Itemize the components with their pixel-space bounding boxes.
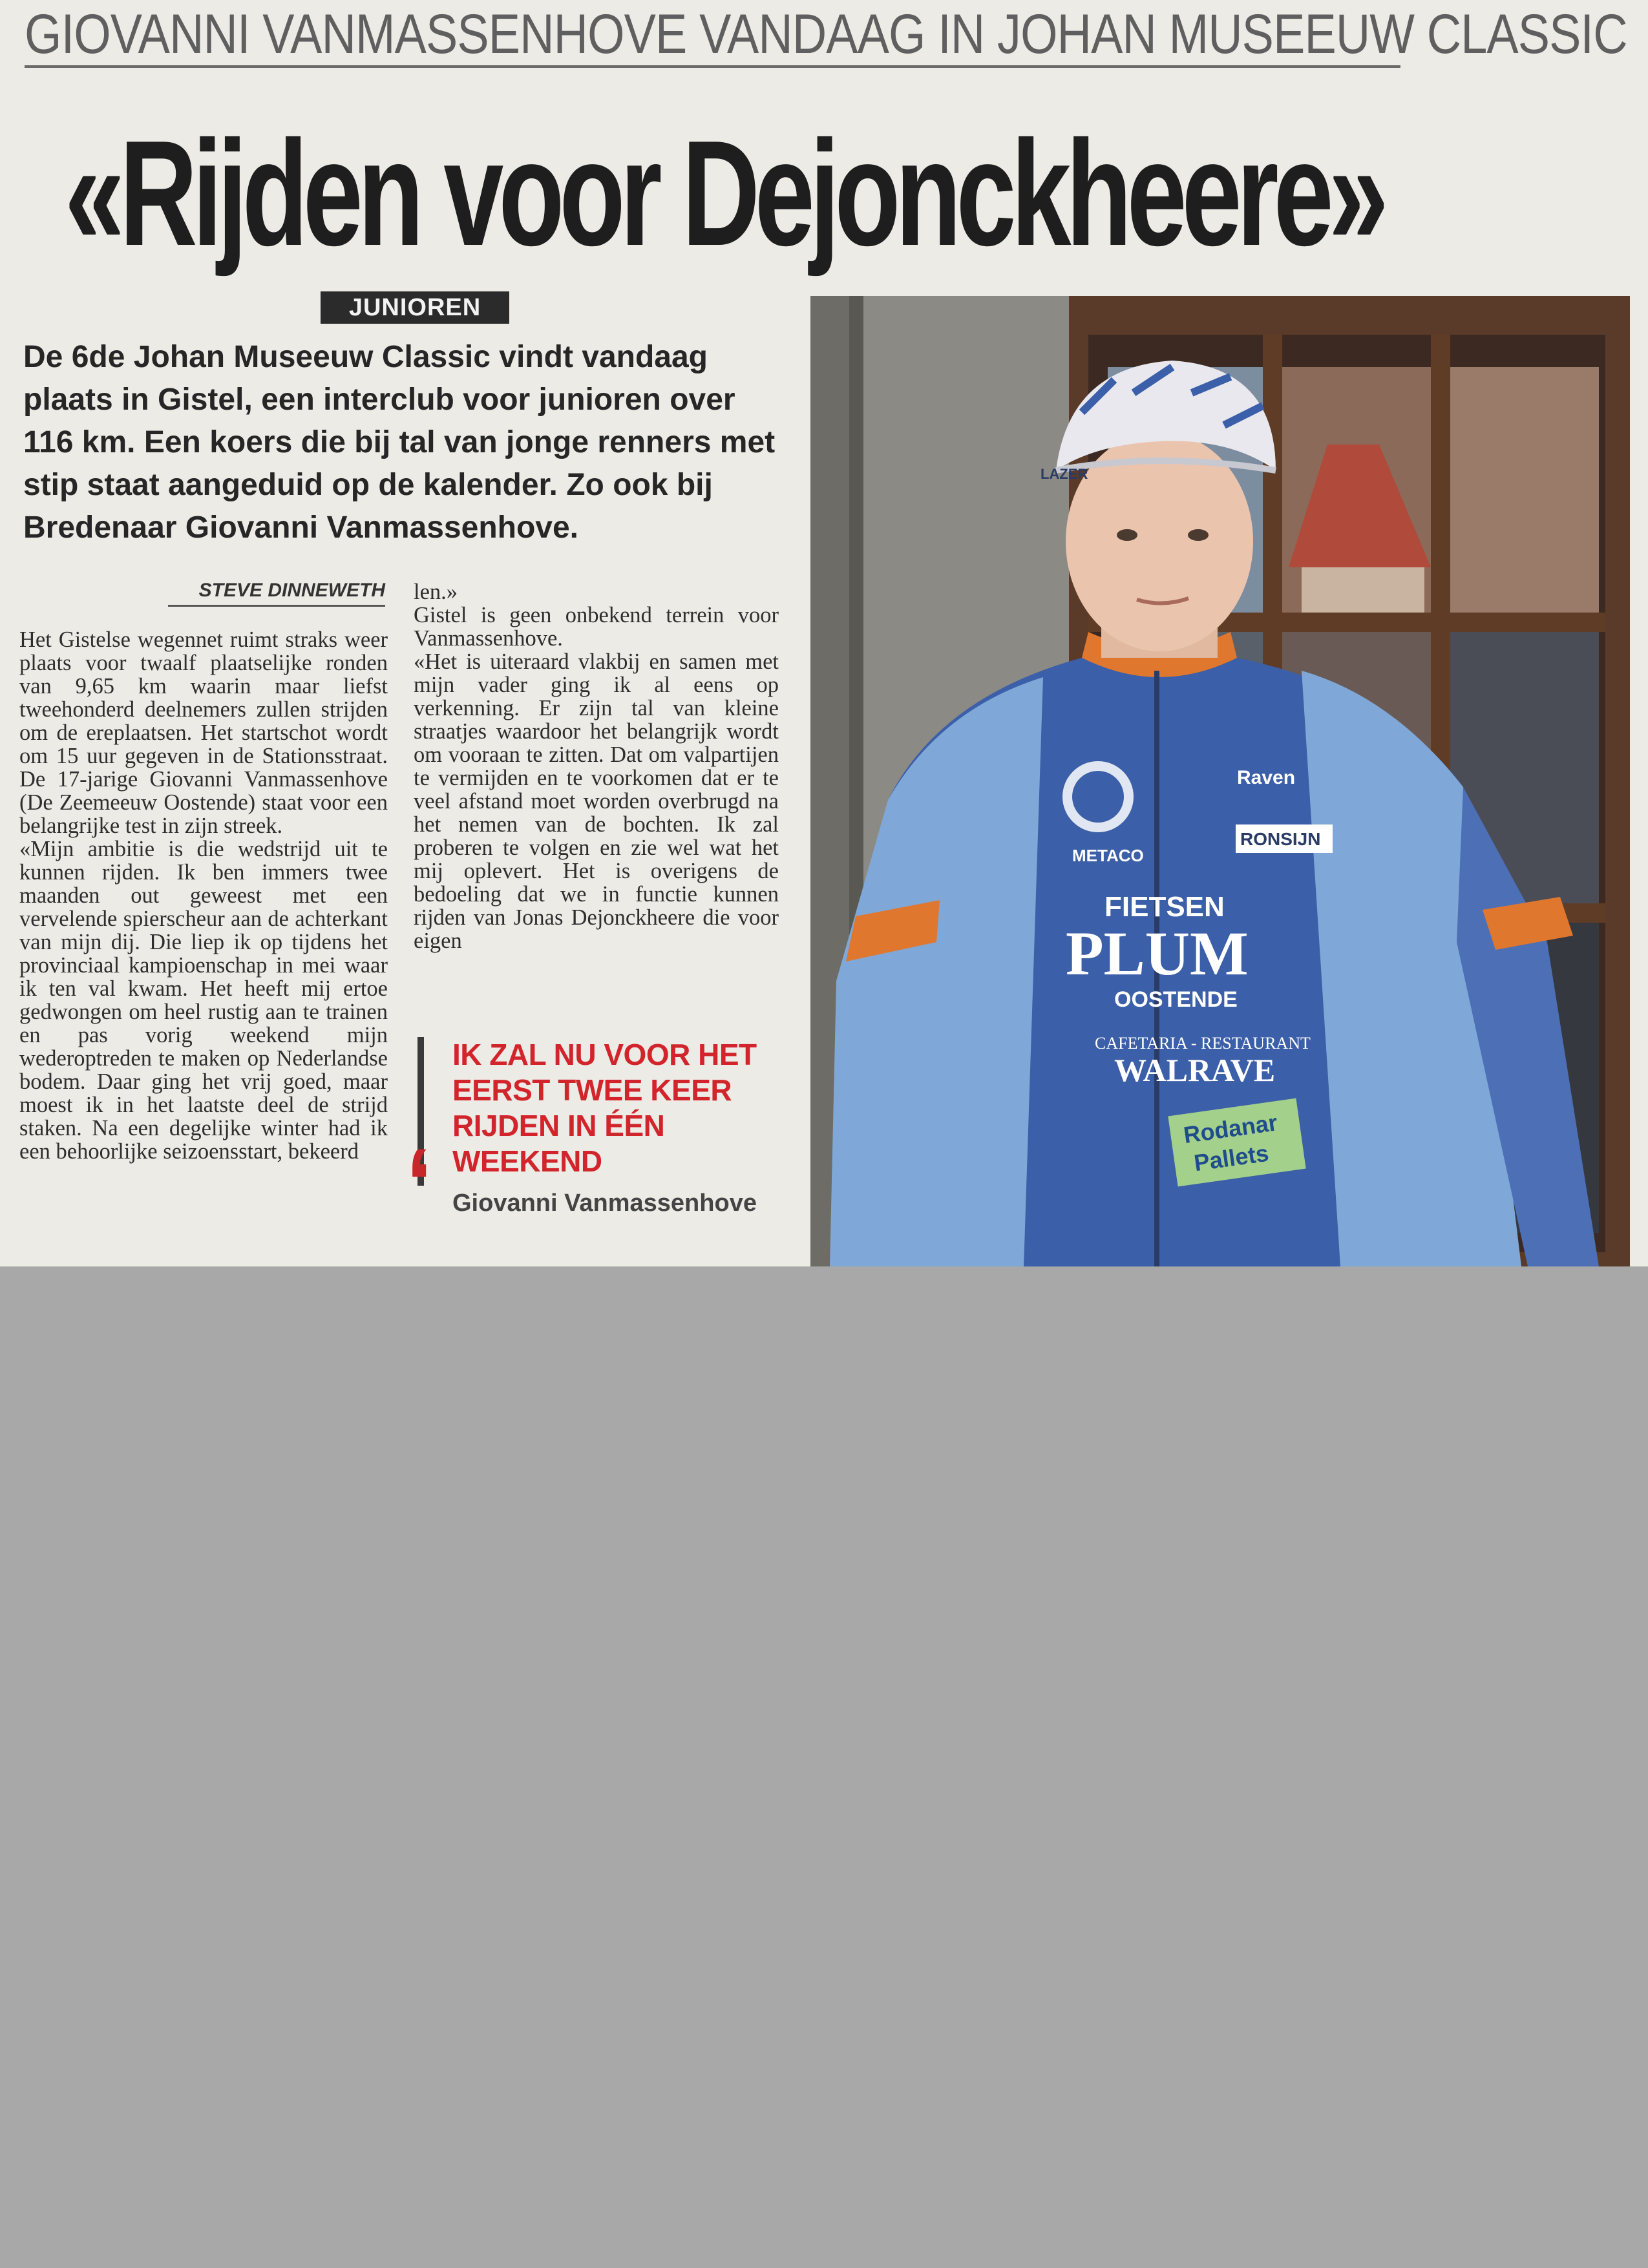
kicker-headline: GIOVANNI VANMASSENHOVE VANDAAG IN JOHAN MUSEEUW CLASSIC bbox=[25, 4, 1400, 68]
jersey-text: RONSIJN bbox=[1240, 829, 1321, 849]
paragraph: Gistel is geen onbekend terrein voor Vanmassenhove. bbox=[414, 603, 779, 651]
article-column-2 bbox=[414, 580, 779, 952]
paragraph: len.» bbox=[414, 580, 458, 604]
author-byline: STEVE DINNEWETH bbox=[168, 576, 385, 607]
helmet-text: LAZER bbox=[1041, 466, 1088, 482]
jersey-text: PLUM bbox=[1066, 919, 1249, 988]
paragraph: «Mijn ambitie is die wedstrijd uit te kunnen rijden. Ik ben immers twee maanden out geweest met een vervelende spierscheur aan de achterkant van mijn dij. Die liep ik op tijdens het provinciaal kampioenschap in mei waar ik ten val kwam. Het heeft mij ertoe gedwongen om heel rustig aan te trainen en pas vorig weekend mijn wederoptreden te maken op Nederlandse bodem. Daar ging het vrij goed, maar moest ik in het laatste deel de strijd staken. Na een degelijke winter had ik een behoorlijke seizoensstart, bekeerd bbox=[19, 837, 388, 1164]
jersey-text: CAFETARIA - RESTAURANT bbox=[1095, 1034, 1311, 1053]
jersey-text: Rodanar bbox=[1181, 1109, 1280, 1149]
jersey-text: Raven bbox=[1237, 767, 1296, 788]
quote-mark-icon: ‘ bbox=[406, 1128, 433, 1237]
cyclist-photo bbox=[810, 296, 1630, 1266]
jersey-text: WALRAVE bbox=[1114, 1052, 1276, 1088]
lead-paragraph: De 6de Johan Museeuw Classic vindt vandaag plaats in Gistel, een interclub voor junioren over 116 km. Een koers die bij tal van jonge renners met stip staat aangeduid op de kalender. Zo ook bij Bredenaar Giovanni Vanmassenhove. bbox=[23, 340, 776, 545]
jersey-text: OOSTENDE bbox=[1114, 987, 1238, 1012]
main-headline: «Rijden voor Dejonckheere» bbox=[65, 110, 1384, 277]
jersey-text: METACO bbox=[1072, 846, 1144, 865]
article-column-1 bbox=[19, 628, 388, 1163]
pull-quote: IK ZAL NU VOOR HET EERST TWEE KEER RIJDEN IN ÉÉN WEEKEND bbox=[452, 1038, 757, 1178]
paragraph: «Het is uiteraard vlakbij en samen met mijn vader ging ik al eens op verkenning. Er zijn tal van kleine straatjes waardoor het belangrijk wordt om vooraan te zitten. Dat om valpartijen te vermijden en te voorkomen dat er te veel afstand moet worden overbrugd na het nemen van de bochten. Ik zal proberen te volgen en zie wel wat het mij oplevert. Het is overigens de bedoeling dat we in functie kunnen rijden van Jonas Dejonckheere die voor eigen bbox=[414, 649, 779, 953]
section-label: JUNIOREN bbox=[321, 291, 509, 324]
pull-quote-author: Giovanni Vanmassenhove bbox=[452, 1190, 757, 1217]
jersey-text: Pallets bbox=[1192, 1139, 1271, 1177]
paragraph: Het Gistelse wegennet ruimt straks weer plaats voor twaalf plaatselijke ronden van 9,65 km waarin maar liefst tweehonderd deelnemers zullen strijden om de ereplaatsen. Het startschot wordt om 15 uur gegeven in de Stationsstraat. De 17-jarige Giovanni Vanmassenhove (De Zeemeeuw Oostende) staat voor een belangrijke test in zijn streek. bbox=[19, 627, 388, 838]
jersey-text: FIETSEN bbox=[1104, 891, 1225, 923]
